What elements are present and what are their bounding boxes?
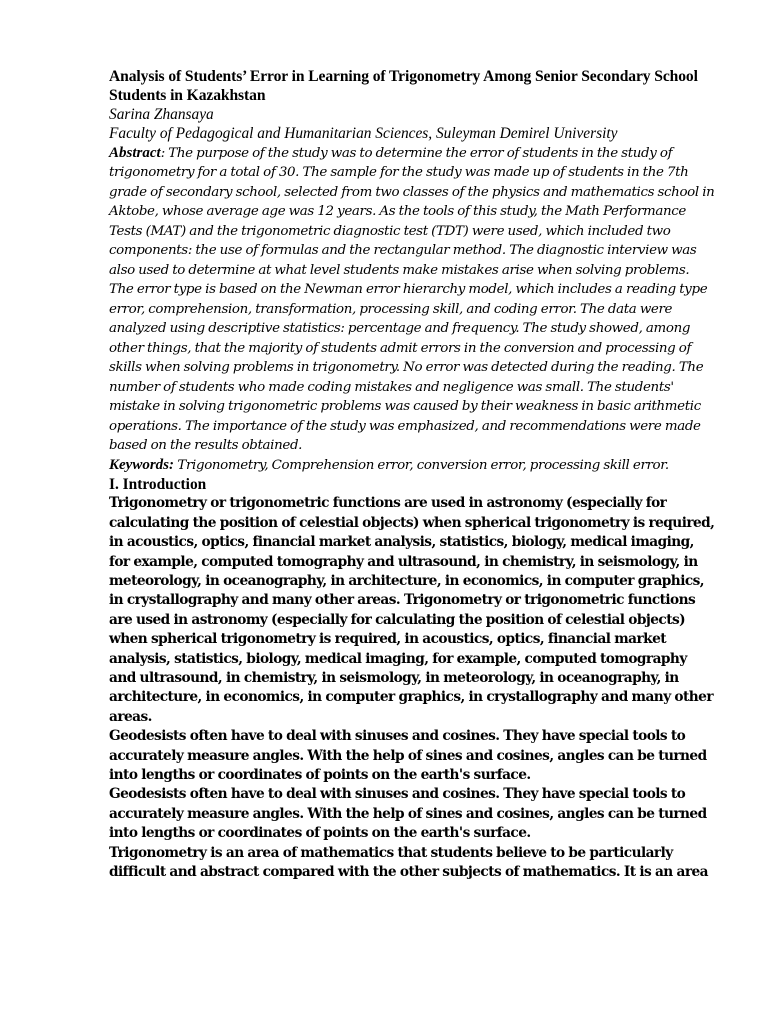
- author-name: Sarina Zhansaya: [109, 106, 214, 123]
- body-paragraph: Trigonometry is an area of mathematics that students believe to be particularly difficult and abstract compared with the other subjects of mathematics. It is an area: [109, 844, 708, 881]
- body-paragraph: Geodesists often have to deal with sinuses and cosines. They have special tools to accurately measure angles. With the help of sines and cosines, angles can be turned into lengths or coordinates of points on the earth's surface.: [109, 786, 707, 842]
- author-affiliation: Faculty of Pedagogical and Humanitarian Sciences, Suleyman Demirel University: [109, 125, 618, 143]
- keywords-label: Keywords:: [109, 456, 174, 473]
- paper-title: Analysis of Students’ Error in Learning of Trigonometry Among Senior Secondary School Students in Kazakhstan: [109, 68, 698, 104]
- keywords: [109, 456, 717, 476]
- abstract: [109, 144, 717, 456]
- keywords-text: Trigonometry, Comprehension error, conversion error, processing skill error.: [174, 457, 669, 473]
- document-page: [109, 67, 717, 882]
- abstract-label: Abstract: [109, 144, 161, 161]
- body-paragraph: Geodesists often have to deal with sinuses and cosines. They have special tools to accurately measure angles. With the help of sines and cosines, angles can be turned into lengths or coordinates of points on the earth's surface.: [109, 728, 707, 783]
- body-paragraph: Trigonometry or trigonometric functions are used in astronomy (especially for calculating the position of celestial objects) when spherical trigonometry is required, in acoustics, optics, financial market analysis, statistics, biology, medical imaging, for example, computed tomography and ultrasound, in chemistry, in seismology, in meteorology, in oceanography, in architecture, in economics, in computer graphics, in crystallography and many other areas. Trigonometry or trigonometric functions are used in astronomy (especially for calculating the position of celestial objects) when spherical trigonometry is required, in acoustics, optics, financial market analysis, statistics, biology, medical imaging, for example, computed tomography and ultrasound, in chemistry, in seismology, in meteorology, in oceanography, in architecture, in economics, in computer graphics, in crystallography and many other areas.: [109, 495, 715, 725]
- abstract-text: : The purpose of the study was to determine the error of students in the study of trigonometry for a total of 30. The sample for the study was made up of students in the 7th grade of secondary school, selected from two classes of the physics and mathematics school in Aktobe, whose average age was 12 years. As the tools of this study, the Math Performance Tests (MAT) and the trigonometric diagnostic test (TDT) were used, which included two components: the use of formulas and the rectangular method. The diagnostic interview was also used to determine at what level students make mistakes arise when solving problems. The error type is based on the Newman error hierarchy model, which includes a reading type error, comprehension, transformation, processing skill, and coding error. The data were analyzed using descriptive statistics: percentage and frequency. The study showed, among other things, that the majority of students admit errors in the conversion and processing of skills when solving problems in trigonometry. No error was detected during the reading. The number of students who made coding mistakes and negligence was small. The students' mistake in solving trigonometric problems was caused by their weakness in basic arithmetic operations. The importance of the study was emphasized, and recommendations were made based on the results obtained.: [109, 145, 715, 454]
- section-heading-introduction: I. Introduction: [109, 476, 207, 494]
